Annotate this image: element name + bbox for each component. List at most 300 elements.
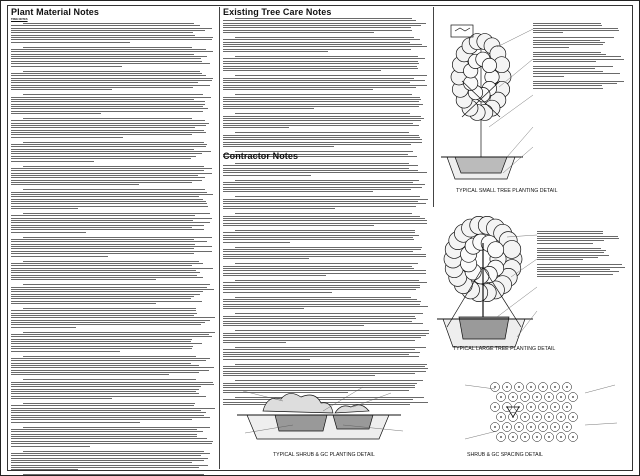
plant-center-dot [512, 396, 513, 397]
fine-print-line [11, 405, 194, 406]
fine-print-line [11, 429, 197, 430]
fine-print-line [11, 372, 199, 373]
large-tree-callouts [537, 231, 629, 331]
fine-print-line [223, 170, 418, 171]
fine-print-line [23, 474, 204, 475]
fine-print-line [11, 248, 194, 249]
plant-center-dot [566, 386, 567, 387]
fine-print-line [11, 346, 193, 347]
fine-print-line [235, 213, 412, 214]
fine-print-line [533, 61, 596, 62]
fine-print-line [11, 343, 202, 344]
leader-line [497, 29, 533, 47]
fine-print-line [223, 146, 334, 147]
fine-print-line [11, 287, 207, 288]
fine-print-line [23, 71, 200, 72]
plant-center-dot [560, 396, 561, 397]
fine-print-line [11, 61, 202, 62]
canopy-lobe [482, 58, 496, 72]
fine-print-line [537, 274, 613, 275]
plant-center-dot [530, 386, 531, 387]
plant-center-dot [560, 416, 561, 417]
fine-print-line [223, 70, 381, 71]
fine-print-line [223, 23, 426, 24]
contractor-notes-title: Contractor Notes [223, 151, 299, 161]
fine-print-line [23, 47, 192, 48]
fine-print-line [533, 52, 601, 53]
fine-print-line [11, 363, 191, 364]
plant-center-dot [548, 396, 549, 397]
fine-print-line [23, 166, 204, 167]
fine-print-line [11, 303, 156, 304]
fine-print-line [11, 315, 194, 316]
fine-print-line [223, 216, 420, 217]
fine-print-line [11, 391, 196, 392]
fine-print-line [11, 220, 193, 221]
fine-print-line [11, 229, 204, 230]
fine-print-line [11, 199, 203, 200]
plant-center-dot [548, 436, 549, 437]
fine-print-line [223, 333, 429, 334]
fine-print-line [235, 75, 426, 76]
fine-print-line [11, 313, 197, 314]
fine-print-line [11, 146, 206, 147]
fine-print-line [223, 125, 419, 126]
fine-print-line [11, 443, 212, 444]
fine-print-line [11, 358, 210, 359]
fine-print-line [223, 66, 417, 67]
fine-print-line [235, 163, 408, 164]
fine-print-line [223, 97, 420, 98]
fine-print-line [223, 251, 413, 252]
fine-print-line [533, 37, 614, 38]
fine-print-line [537, 267, 625, 268]
fine-print-line [533, 44, 603, 45]
leader-line [585, 423, 617, 425]
fine-print-line [11, 436, 197, 437]
small-tree-callouts [533, 23, 629, 173]
plant-center-dot [530, 426, 531, 427]
fine-print-line [223, 292, 332, 293]
fine-print-line [223, 182, 413, 183]
fine-print-line [223, 137, 420, 138]
fine-print-line [11, 275, 197, 276]
fine-print-line [11, 382, 213, 383]
fine-print-line [11, 277, 203, 278]
fine-print-line [11, 32, 193, 33]
fine-print-line [23, 237, 212, 238]
fine-print-line [11, 446, 90, 447]
fine-print-line [223, 30, 412, 31]
fine-print-line [235, 196, 420, 197]
fine-print-line [11, 339, 192, 340]
fine-print-line [11, 192, 207, 193]
plant-center-dot [554, 386, 555, 387]
fine-print-line [23, 23, 194, 24]
fine-print-line [11, 253, 194, 254]
fine-print-line [11, 417, 210, 418]
fine-print-line [11, 111, 203, 112]
fine-print-line [223, 220, 427, 221]
fine-print-line [11, 265, 192, 266]
fine-print-line [11, 225, 204, 226]
fine-print-line [223, 356, 419, 357]
plant-center-dot [518, 386, 519, 387]
fine-print-line [223, 39, 420, 40]
fine-print-line [23, 94, 203, 95]
fine-print-line [223, 139, 422, 140]
fine-print-line [11, 348, 192, 349]
fine-print-line [11, 39, 212, 40]
fine-print-line [11, 393, 199, 394]
fine-print-line [11, 422, 140, 423]
fine-print-line [223, 82, 410, 83]
fine-print-line [11, 82, 198, 83]
fine-print-line [11, 206, 208, 207]
fine-print-line [11, 324, 201, 325]
shrub-detail-caption: TYPICAL SHRUB & GC PLANTING DETAIL [273, 452, 375, 458]
fine-print-line [11, 28, 212, 29]
fine-print-line [223, 321, 412, 322]
plant-center-dot [506, 386, 507, 387]
fine-print-line [11, 412, 206, 413]
fine-print-line [11, 398, 112, 399]
fine-print-line [11, 97, 211, 98]
fine-print-line [11, 469, 78, 470]
fine-print-line [11, 251, 212, 252]
fine-print-line [223, 289, 416, 290]
fine-print-line [11, 296, 194, 297]
fine-print-line [11, 441, 213, 442]
fine-print-line [235, 56, 418, 57]
fine-print-line [223, 325, 364, 326]
fine-print-line [11, 25, 200, 26]
fine-print-line [11, 367, 214, 368]
fine-print-line [11, 374, 169, 375]
fine-print-line [23, 213, 210, 214]
fine-print-line [223, 49, 411, 50]
plant-center-dot [536, 416, 537, 417]
fine-print-line [223, 249, 421, 250]
fine-print-line [11, 35, 195, 36]
fine-print-line [23, 451, 204, 452]
fine-print-line [235, 113, 409, 114]
fine-print-line [537, 236, 618, 237]
fine-print-line [11, 42, 130, 43]
fine-print-line [223, 165, 418, 166]
fine-print-line [11, 85, 210, 86]
fine-print-line [23, 142, 204, 143]
fine-print-line [533, 30, 619, 31]
fine-print-line [223, 116, 421, 117]
plant-center-dot [566, 426, 567, 427]
fine-print-line [11, 239, 194, 240]
fine-print-line [223, 301, 421, 302]
fine-print-line [223, 323, 423, 324]
plant-center-dot [560, 436, 561, 437]
fine-print-line [537, 231, 603, 232]
fine-print-line [235, 263, 417, 264]
fine-print-line [11, 149, 194, 150]
fine-print-line [223, 373, 415, 374]
column-divider [433, 7, 434, 207]
fine-print-line [533, 54, 606, 55]
fine-print-line [223, 120, 421, 121]
fine-print-line [223, 349, 415, 350]
fine-print-line [11, 175, 198, 176]
fine-print-line [11, 75, 206, 76]
fine-print-line [235, 180, 418, 181]
fine-print-line [235, 347, 425, 348]
fine-print-line [537, 240, 604, 241]
plant-center-dot [524, 416, 525, 417]
fine-print-line [223, 63, 419, 64]
fine-print-line [11, 301, 202, 302]
fine-print-line [223, 316, 415, 317]
fine-print-line [11, 177, 205, 178]
spacing-detail-caption: SHRUB & GC SPACING DETAIL [467, 452, 543, 458]
leader-line [353, 393, 391, 407]
fine-print-line [537, 250, 606, 251]
fine-print-line [11, 66, 122, 67]
fine-print-line [11, 113, 101, 114]
fine-print-line [11, 134, 192, 135]
plant-center-dot [542, 406, 543, 407]
fine-print-line [223, 20, 416, 21]
fine-print-line [223, 104, 423, 105]
fine-print-line [11, 127, 195, 128]
fine-print-line [223, 27, 411, 28]
fine-print-line [11, 222, 210, 223]
fine-print-line [223, 168, 409, 169]
fine-print-line [11, 291, 203, 292]
leader-line [465, 431, 497, 439]
fine-print-line [537, 248, 601, 249]
fine-print-line [11, 460, 204, 461]
fine-print-line [11, 351, 120, 352]
fine-print-line [11, 56, 207, 57]
fine-print-line [223, 172, 427, 173]
fine-print-line [533, 23, 601, 24]
fine-print-line [533, 42, 605, 43]
small-tree-detail-caption: TYPICAL SMALL TREE PLANTING DETAIL [456, 188, 558, 194]
fine-print-line [223, 78, 414, 79]
fine-print-line [11, 161, 94, 162]
fine-print-line [223, 142, 422, 143]
fine-print-line [11, 360, 206, 361]
fine-print-line [223, 80, 425, 81]
fine-print-line [23, 379, 196, 380]
plant-center-dot [524, 436, 525, 437]
existing-tree-care-notes-text [223, 18, 429, 146]
fine-print-line [11, 322, 205, 323]
fine-print-line [223, 189, 411, 190]
fine-print-line [533, 85, 602, 86]
fine-print-line [223, 191, 373, 192]
fine-print-line [11, 101, 205, 102]
fine-print-line [223, 275, 326, 276]
fine-print-line [537, 252, 604, 253]
fine-print-line [11, 201, 206, 202]
fine-print-line [537, 255, 609, 256]
fine-print-line [11, 467, 199, 468]
fine-print-line [23, 356, 196, 357]
plant-center-dot [500, 436, 501, 437]
fine-print-line [11, 246, 212, 247]
fine-print-line [223, 282, 427, 283]
fine-print-line [11, 123, 209, 124]
fine-print-line [11, 58, 201, 59]
fine-print-line [11, 156, 196, 157]
fine-print-line [533, 59, 624, 60]
fine-print-line [11, 182, 192, 183]
fine-print-line [223, 342, 286, 343]
plant-center-dot [500, 396, 501, 397]
fine-print-line [223, 32, 374, 33]
plant-center-dot [494, 406, 495, 407]
fine-print-line [223, 51, 328, 52]
leader-line [507, 127, 533, 157]
fine-print-line [11, 298, 191, 299]
fine-print-line [235, 132, 409, 133]
fine-print-line [11, 458, 208, 459]
contractor-notes-text [223, 163, 429, 377]
fine-print-line [11, 244, 195, 245]
fine-print-line [11, 49, 206, 50]
fine-print-line [223, 118, 424, 119]
plant-center-dot [554, 426, 555, 427]
fine-print-line [11, 465, 208, 466]
fine-print-line [223, 68, 418, 69]
large-tree-detail-caption: TYPICAL LARGE TREE PLANTING DETAIL [453, 346, 556, 352]
fine-print-line [11, 431, 203, 432]
fine-print-line [11, 270, 196, 271]
fine-print-line [223, 340, 415, 341]
fine-print-line [223, 318, 416, 319]
fine-print-line [235, 247, 422, 248]
plant-material-notes-title: Plant Material Notes [11, 7, 100, 17]
fine-print-line [223, 371, 426, 372]
fine-print-line [11, 268, 213, 269]
fine-print-line [223, 127, 289, 128]
fine-print-line [223, 42, 410, 43]
fine-print-line [11, 408, 215, 409]
fine-print-line [223, 175, 311, 176]
fine-print-line [11, 227, 192, 228]
fine-print-line [223, 237, 413, 238]
plant-center-dot [494, 426, 495, 427]
fine-print-line [223, 270, 426, 271]
fine-print-line [223, 199, 428, 200]
fine-print-line [11, 241, 207, 242]
fine-print-line [11, 54, 194, 55]
fine-print-line [223, 368, 428, 369]
fine-print-line [11, 137, 123, 138]
fine-print-line [11, 289, 214, 290]
fine-print-line [11, 125, 206, 126]
fine-print-line [235, 18, 411, 19]
fine-print-line [223, 187, 422, 188]
plant-center-dot [512, 436, 513, 437]
fine-print-line [223, 85, 427, 86]
fine-print-line [11, 310, 196, 311]
fine-print-line [223, 99, 421, 100]
fine-print-line [11, 370, 209, 371]
fine-print-line [533, 47, 569, 48]
fine-print-line [223, 256, 426, 257]
plant-material-notes-text [11, 23, 215, 467]
fine-print-line [11, 415, 204, 416]
fine-print-line [223, 206, 416, 207]
fine-print-line [533, 66, 613, 67]
plant-center-dot [506, 426, 507, 427]
fine-print-line [223, 354, 409, 355]
fine-print-line [223, 203, 426, 204]
fine-print-line [11, 168, 212, 169]
fine-print-line [223, 87, 416, 88]
fine-print-line [11, 99, 194, 100]
plant-center-dot [572, 416, 573, 417]
fine-print-line [223, 61, 418, 62]
fine-print-line [223, 218, 425, 219]
fine-print-line [11, 410, 201, 411]
fine-print-line [11, 272, 200, 273]
fine-print-line [11, 194, 213, 195]
plant-center-dot [542, 386, 543, 387]
fine-print-line [11, 108, 208, 109]
fine-print-line [11, 37, 213, 38]
fine-print-line [533, 88, 603, 89]
fine-print-line [11, 144, 207, 145]
fine-print-line [11, 106, 203, 107]
fine-print-line [223, 337, 421, 338]
fine-print-line [11, 51, 213, 52]
fine-print-line [11, 455, 201, 456]
fine-print-line [223, 123, 413, 124]
fine-print-line [223, 201, 418, 202]
fine-print-line [533, 83, 617, 84]
fine-print-line [223, 108, 314, 109]
fine-print-line [23, 332, 215, 333]
fine-print-line [11, 294, 200, 295]
fine-print-line [223, 184, 425, 185]
shrub-gc-spacing-detail [435, 379, 635, 451]
fine-print-line [11, 434, 197, 435]
fine-print-line [11, 73, 202, 74]
fine-print-line [223, 299, 417, 300]
fine-print-line [235, 37, 414, 38]
fine-print-line [11, 120, 205, 121]
fine-print-line [23, 118, 192, 119]
fine-print-line [11, 203, 207, 204]
fine-print-line [11, 130, 204, 131]
fine-print-line [533, 25, 602, 26]
fine-print-line [537, 233, 603, 234]
fine-print-line [11, 78, 213, 79]
fine-print-line [11, 317, 215, 318]
fine-print-line [11, 153, 202, 154]
fine-print-line [11, 389, 199, 390]
fine-print-line [223, 375, 375, 376]
plant-center-dot [530, 406, 531, 407]
fine-print-line [533, 71, 603, 72]
fine-print-line [537, 238, 619, 239]
fine-print-line [23, 403, 194, 404]
fine-print-line [11, 208, 78, 209]
fine-print-line [223, 46, 427, 47]
fine-print-line [11, 158, 191, 159]
fine-print-line [537, 276, 580, 277]
